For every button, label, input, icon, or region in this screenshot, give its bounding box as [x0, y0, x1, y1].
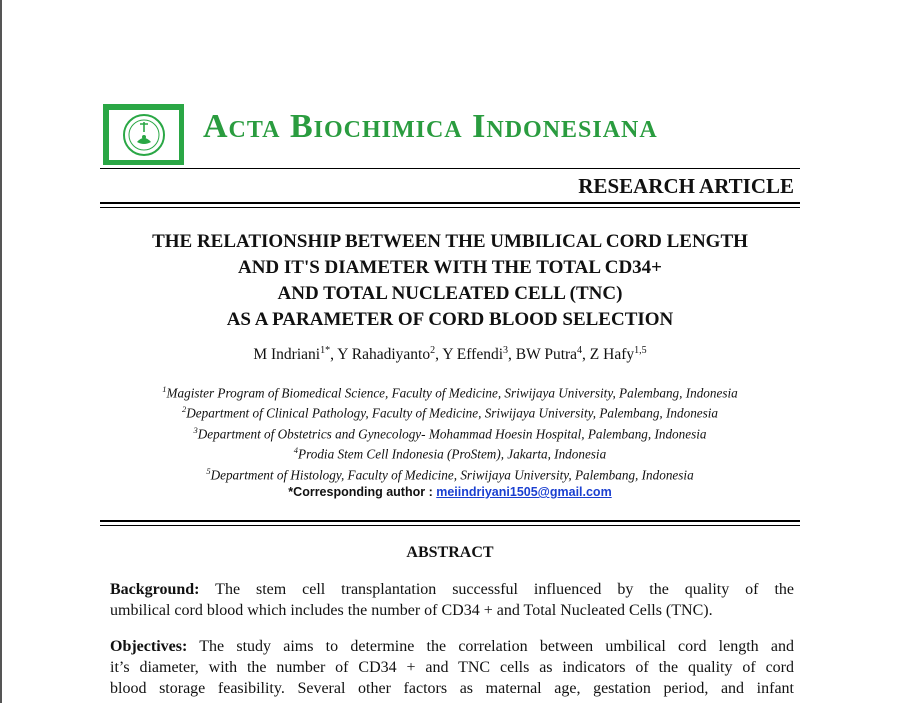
author-name: BW Putra	[515, 346, 578, 364]
abstract-line: umbilical cord blood which includes the number of CD34 + and Total Nucleated Cells (TNC).	[110, 602, 713, 619]
abstract-heading: ABSTRACT	[406, 544, 494, 561]
abstract-line: blood storage feasibility. Several other factors as maternal age, gestation period, and infant	[110, 680, 794, 697]
section-label: Background:	[110, 581, 200, 598]
affiliation-text: Prodia Stem Cell Indonesia (ProStem), Jakarta, Indonesia	[298, 446, 607, 462]
title-line: THE RELATIONSHIP BETWEEN THE UMBILICAL CORD LENGTH	[152, 231, 748, 252]
affiliation-sup: 1	[162, 384, 167, 394]
abstract-text: The study aims to determine the correlation between umbilical cord length and	[199, 638, 794, 655]
abstract-background	[110, 579, 794, 621]
affiliation	[80, 442, 820, 462]
affiliation-text: Department of Clinical Pathology, Faculty of Medicine, Sriwijaya University, Palembang, Indonesia	[186, 405, 719, 421]
abstract-line	[110, 636, 794, 657]
author-name: Y Rahadiyanto	[337, 346, 431, 364]
corresponding-email-link[interactable]: meiindriyani1505@gmail.com	[436, 485, 612, 499]
affiliation	[80, 463, 820, 483]
page-left-edge	[0, 0, 2, 703]
affiliation-text: Magister Program of Biomedical Science, Faculty of Medicine, Sriwijaya University, Palembang, Indonesia	[166, 385, 738, 401]
corresponding-author	[100, 485, 800, 499]
article-type: RESEARCH ARTICLE	[578, 174, 794, 198]
header-rule-top	[100, 202, 800, 204]
author-name: Z Hafy	[589, 346, 635, 364]
title-line: AND IT'S DIAMETER WITH THE TOTAL CD34+	[237, 257, 662, 278]
affiliation	[80, 422, 820, 442]
abstract-rule-bottom	[100, 525, 800, 526]
author-sup: 4	[577, 345, 583, 356]
author-list: M Indriani$^{1*}$, Y Rahadiyanto$^2$, Y Effendi$^3$, BW Putra$^4$, Z Hafy$^{1,5}$	[253, 345, 647, 364]
title-line: AND TOTAL NUCLEATED CELL (TNC)	[277, 283, 623, 304]
title-line: AS A PARAMETER OF CORD BLOOD SELECTION	[226, 309, 674, 330]
abstract-objectives	[110, 636, 794, 699]
header-rule-thin	[100, 168, 800, 169]
author-name: Y Effendi	[442, 346, 504, 364]
abstract-rule-top	[100, 520, 800, 522]
author-sup: 1,5	[634, 345, 647, 356]
author-name: M Indriani	[253, 346, 321, 364]
journal-seal-icon	[119, 112, 169, 158]
corresponding-label: *Corresponding author :	[288, 485, 433, 499]
author-sup: 2	[430, 345, 436, 356]
affiliation-text: Department of Obstetrics and Gynecology- Mohammad Hoesin Hospital, Palembang, Indonesia	[197, 426, 707, 442]
abstract-line: it’s diameter, with the number of CD34 + and TNC cells as indicators of the quality of cord	[110, 659, 794, 676]
section-label: Objectives:	[110, 638, 188, 655]
affiliation-sup: 4	[293, 445, 299, 456]
affiliation-sup: 2	[181, 404, 187, 415]
author-sup: 1*	[320, 345, 331, 356]
author-sup: 3	[503, 345, 509, 356]
affiliation-list	[80, 381, 820, 483]
abstract-line	[110, 579, 794, 600]
journal-logo	[103, 104, 184, 165]
affiliation	[80, 401, 820, 421]
affiliation-sup: 5	[206, 465, 211, 476]
affiliation-sup: 3	[193, 424, 198, 435]
abstract-text: The stem cell transplantation successful influenced by the quality of the	[215, 581, 794, 598]
journal-name: Acta Biochimica Indonesiana	[203, 108, 658, 145]
paper-title	[100, 229, 800, 333]
affiliation-text: Department of Histology, Faculty of Medicine, Sriwijaya University, Palembang, Indonesia	[210, 466, 694, 482]
affiliation	[80, 381, 820, 401]
header-rule-bottom	[100, 207, 800, 208]
